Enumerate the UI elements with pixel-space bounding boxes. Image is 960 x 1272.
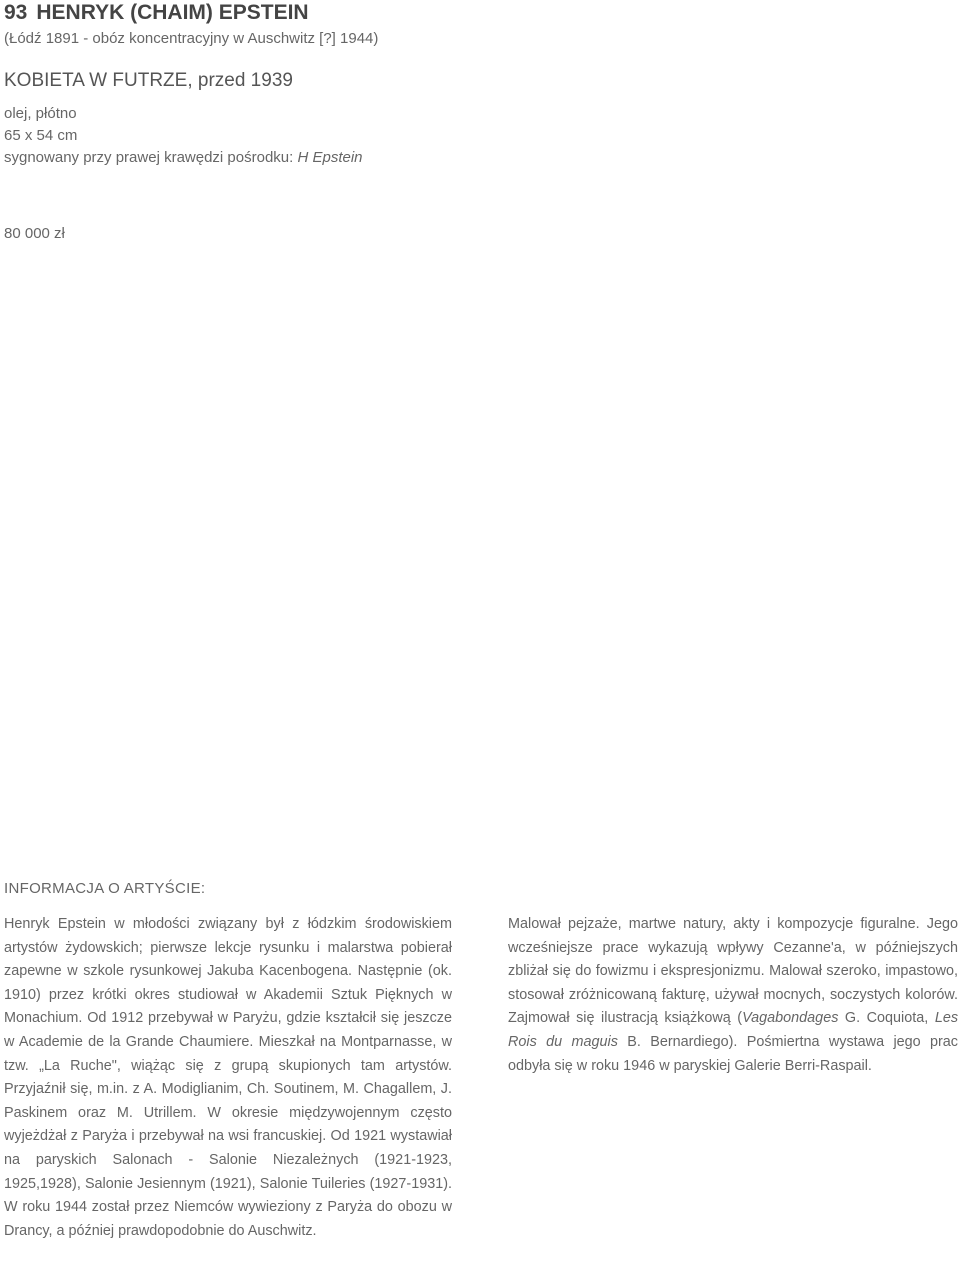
artwork-signature: [4, 147, 604, 169]
biography-left-column: Henryk Epstein w młodości związany był z łódzkim środowiskiem artystów żydowskich; pierwsze lekcje rysunku i malarstwa pobierał zapewne w szkole rysunkowej Jakuba Kacenbogena. Następnie (ok. 1910) przez krótki okres studiował w Akademii Sztuk Pięknych w Monachium. Od 1912 przebywał w Paryżu, gdzie kształcił się jeszcze w Academie de la Grande Chaumiere. Mieszkał na Montparnasse, w tzw. „La Ruche", wiążąc się z grupą skupionych tam artystów. Przyjaźnił się, m.in. z A. Modiglianim, Ch. Soutinem, M. Chagallem, J. Paskinem oraz M. Utrillem. W okresie międzywojennym często wyjeżdżał z Paryża i przebywał na wsi francuskiej. Od 1921 wystawiał na paryskich Salonach - Salonie Niezależnych (1921-1923, 1925,1928), Salonie Jesiennym (1921), Salonie Tuileries (1927-1931). W roku 1944 został przez Niemców wywieziony z Paryża do obozu w Drancy, a później prawdopodobnie do Auschwitz.: [4, 916, 452, 1239]
right-column-text-2: G. Coquiota,: [838, 1010, 935, 1027]
artist-info-heading: INFORMACJA O ARTYŚCIE:: [4, 880, 206, 897]
signature-name: H Epstein: [297, 149, 363, 166]
biography-right-column: [508, 913, 958, 1078]
estimate-price: 80 000 zł: [4, 225, 65, 242]
lot-title: [4, 0, 604, 26]
artwork-details: [4, 103, 604, 169]
artwork-dimensions: 65 x 54 cm: [4, 127, 78, 144]
artwork-medium: olej, płótno: [4, 105, 77, 122]
signature-label: sygnowany przy prawej krawędzi pośrodku:: [4, 149, 298, 166]
book-title-les-rois: Les Rois du maguis: [508, 1010, 959, 1050]
artwork-title: KOBIETA W FUTRZE, przed 1939: [4, 70, 293, 91]
lot-number: 93: [4, 1, 28, 24]
artist-dates: (Łódź 1891 - obóz koncentracyjny w Auschwitz [?] 1944): [4, 30, 379, 47]
right-column-text-3: B. Bernardiego). Pośmiertna wystawa jego prac odbyła się w roku 1946 w paryskiej Galerie Berri-Raspail.: [508, 1033, 958, 1074]
lot-header: [4, 0, 604, 169]
artist-name: HENRYK (CHAIM) EPSTEIN: [36, 1, 309, 24]
artist-info-section: [4, 879, 959, 1239]
right-column-text-1: Malował pejzaże, martwe natury, akty i kompozycje figuralne. Jego wcześniejsze prace wykazują wpływy Cezanne'a, w późniejszych zbliżał się do fowizmu i ekspresjonizmu. Malował szeroko, impastowo, stosował zróżnicowaną fakturę, używał mocnych, soczystych kolorów. Zajmował się ilustracją książkową (: [508, 916, 958, 1027]
book-title-vagabondages: Vagabondages: [742, 1010, 839, 1027]
